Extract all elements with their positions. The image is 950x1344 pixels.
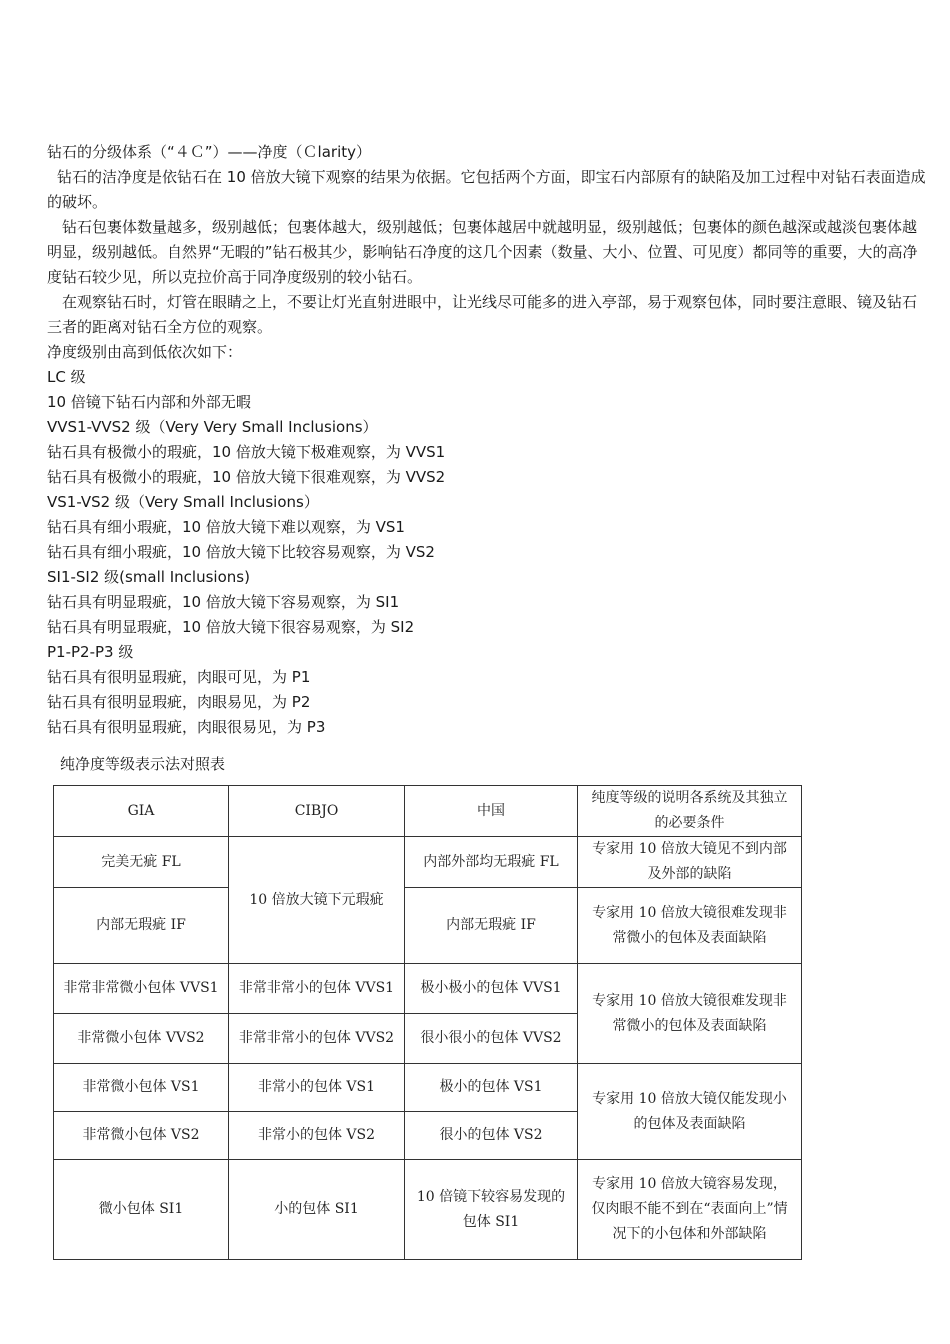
header-cell: 纯度等级的说明各系统及其独立的必要条件	[578, 786, 802, 837]
table-cell: 专家用 10 倍放大镜很难发现非常微小的包体及表面缺陷	[578, 964, 802, 1064]
paragraph: 在观察钻石时，灯管在眼睛之上，不要让灯光直射进眼中，让光线尽可能多的进入亭部，易于观察包体，同时要注意眼、镜及钻石三者的距离对钻石全方位的观察。	[47, 293, 918, 336]
table-row	[54, 964, 802, 1014]
table-cell: 非常微小包体 VVS2	[54, 1014, 229, 1064]
table-row	[54, 1064, 802, 1112]
table-cell: 专家用 10 倍放大镜仅能发现小的包体及表面缺陷	[578, 1064, 802, 1160]
table-cell: 非常微小包体 VS2	[54, 1112, 229, 1160]
table-caption: 纯净度等级表示法对照表	[60, 755, 226, 773]
table-cell: 很小很小的包体 VVS2	[405, 1014, 578, 1064]
table-cell: 非常小的包体 VS2	[229, 1112, 405, 1160]
table-cell: 小的包体 SI1	[229, 1160, 405, 1260]
text-line: 10 倍镜下钻石内部和外部无暇	[47, 393, 251, 411]
table-cell: 完美无疵 FL	[54, 837, 229, 888]
table-cell: 10 倍放大镜下元瑕疵	[229, 837, 405, 964]
table-cell: 专家用 10 倍放大镜很难发现非常微小的包体及表面缺陷	[578, 888, 802, 964]
header-cell: 中国	[405, 786, 578, 837]
text-line: 钻石具有明显瑕疵，10 倍放大镜下容易观察，为 SI1	[47, 593, 400, 611]
text-line: 钻石具有极微小的瑕疵，10 倍放大镜下极难观察，为 VVS1	[47, 443, 446, 461]
table-cell: 非常非常微小包体 VVS1	[54, 964, 229, 1014]
paragraph: 钻石的洁净度是依钻石在 10 倍放大镜下观察的结果为依据。它包括两个方面，即宝石内部原有的缺陷及加工过程中对钻石表面造成的破坏。	[47, 168, 926, 211]
grade-heading: VS1-VS2 级（Very Small Inclusions）	[47, 493, 319, 511]
text-line: 钻石具有很明显瑕疵，肉眼可见，为 P1	[47, 668, 311, 686]
table-cell: 很小的包体 VS2	[405, 1112, 578, 1160]
clarity-comparison-table	[53, 785, 802, 1260]
table-cell: 内部外部均无瑕疵 FL	[405, 837, 578, 888]
grade-heading: P1-P2-P3 级	[47, 643, 134, 661]
table-cell: 微小包体 SI1	[54, 1160, 229, 1260]
table-row	[54, 888, 802, 964]
table-cell: 专家用 10 倍放大镜见不到内部及外部的缺陷	[578, 837, 802, 888]
grade-heading: SI1-SI2 级(small Inclusions)	[47, 568, 250, 586]
doc-title: 钻石的分级体系（“４Ｃ”）——净度（Ｃlarity）	[47, 143, 371, 161]
text-line: 钻石具有很明显瑕疵，肉眼很易见，为 P3	[47, 718, 326, 736]
text-line: 钻石具有细小瑕疵，10 倍放大镜下比较容易观察，为 VS2	[47, 543, 435, 561]
table-header-row	[54, 786, 802, 837]
table-cell: 极小的包体 VS1	[405, 1064, 578, 1112]
grade-heading: LC 级	[47, 368, 86, 386]
paragraph: 钻石包裹体数量越多，级别越低；包裹体越大，级别越低；包裹体越居中就越明显，级别越低；包裹体的颜色越深或越淡包裹体越明显，级别越低。自然界“无暇的”钻石极其少，影响钻石净度的这几个因素（数量、大小、位置、可见度）都同等的重要，大的高净度钻石较少见，所以克拉价高于同净度级别的较小钻石。	[47, 218, 918, 286]
table-cell: 非常小的包体 VS1	[229, 1064, 405, 1112]
text-line: 钻石具有细小瑕疵，10 倍放大镜下难以观察，为 VS1	[47, 518, 405, 536]
table-cell: 非常非常小的包体 VVS2	[229, 1014, 405, 1064]
text-line: 钻石具有极微小的瑕疵，10 倍放大镜下很难观察，为 VVS2	[47, 468, 446, 486]
text-line: 钻石具有很明显瑕疵，肉眼易见，为 P2	[47, 693, 311, 711]
table-cell: 专家用 10 倍放大镜容易发现，仅肉眼不能不到在“表面向上”情况下的小包体和外部缺陷	[578, 1160, 802, 1260]
text-line: 钻石具有明显瑕疵，10 倍放大镜下很容易观察，为 SI2	[47, 618, 415, 636]
document-body	[47, 140, 927, 777]
header-cell: CIBJO	[229, 786, 405, 837]
table-cell: 非常微小包体 VS1	[54, 1064, 229, 1112]
table-cell: 内部无瑕疵 IF	[405, 888, 578, 964]
table-cell: 10 倍镜下较容易发现的包体 SI1	[405, 1160, 578, 1260]
table-row	[54, 1160, 802, 1260]
grade-heading: VVS1-VVS2 级（Very Very Small Inclusions）	[47, 418, 378, 436]
table-cell: 非常非常小的包体 VVS1	[229, 964, 405, 1014]
table-cell: 内部无瑕疵 IF	[54, 888, 229, 964]
table-cell: 极小极小的包体 VVS1	[405, 964, 578, 1014]
table-row	[54, 837, 802, 888]
text-line: 净度级别由高到低依次如下：	[47, 343, 243, 361]
header-cell: GIA	[54, 786, 229, 837]
